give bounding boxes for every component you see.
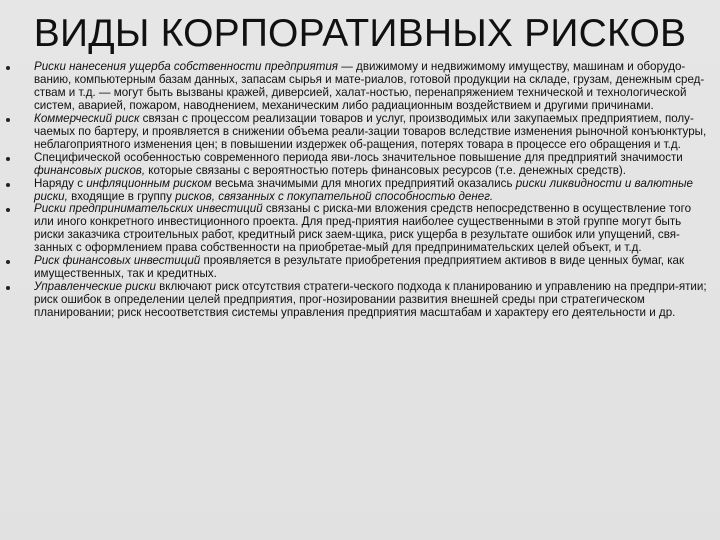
bullet-item — [34, 152, 712, 178]
bullet-text: Специфической особенностью современного периода яви-лось значительное повышение для предприятий значимости — [34, 150, 683, 164]
bullet-dot-icon — [6, 260, 10, 264]
bullet-text: весьма значимыми для многих предприятий оказались — [211, 176, 516, 190]
bullet-text: связан с процессом реализации товаров и услуг, производимых или закупаемых предприятием, полу-чаемых по бартеру, и проявляется в снижении объема реали-зации товаров вследствие изменения рыночной конъюнктуры, неблагоприятного изменения цен; в повышении издержек об-ращения, потерях товара в процессе его обращения и т.д. — [34, 111, 707, 151]
bullet-term: Риск финансовых инвестиций — [34, 254, 201, 268]
bullet-text: Наряду с — [34, 176, 87, 190]
bullet-item — [34, 113, 712, 152]
bullet-term: Управленческие риски — [34, 280, 156, 294]
bullet-dot-icon — [6, 183, 10, 187]
bullet-term: Коммерческий риск — [34, 111, 140, 125]
bullet-dot-icon — [6, 118, 10, 122]
bullet-text: которые связаны с вероятностью потерь финансовых ресурсов (т.е. денежных средств). — [145, 163, 627, 177]
bullet-item — [34, 255, 712, 281]
bullet-text: проявляется в результате приобретения предприятием активов в виде ценных бумаг, как имущественных, так и кредитных. — [34, 254, 685, 281]
bullet-term: Риски предпринимательских инвестиций — [34, 202, 263, 216]
bullet-term: рисков, связанных с покупательной способностью денег. — [175, 189, 494, 203]
bullet-term: финансовых рисков, — [34, 163, 146, 177]
bullet-term: риски ликвидности и валютные риски, — [34, 176, 693, 203]
bullet-dot-icon — [6, 208, 10, 212]
bullet-dot-icon — [6, 157, 10, 161]
bullet-dot-icon — [6, 286, 10, 290]
bullet-text: включают риск отсутствия стратеги-ческого подхода к планированию и управлению на предпри-ятии; риск ошибок в определении целей предприятия, прог-нозировании развития внешней среды при стратегическом планировании; риск несоответствия системы управления предприятия масштабам и характеру его деятельности и др. — [34, 280, 707, 320]
bullet-dot-icon — [6, 66, 10, 70]
bullet-term: инфляционным риском — [86, 176, 212, 190]
bullet-item — [34, 61, 712, 113]
bullet-item — [34, 203, 712, 255]
bullet-list — [34, 61, 712, 320]
bullet-item — [34, 178, 712, 204]
bullet-text: входящие в группу — [67, 189, 176, 203]
bullet-text: связаны с риска-ми вложения средств непосредственно в осуществление того или иного конкретного инвестиционного проекта. Для пред-приятия наиболее существенными в этой группе могут быть риски заказчика строительных работ, кредитный риск заем-щика, риск ущерба в результате ошибок или упущений, свя-занных с оформлением права собственности на приобретае-мый для предпринимательских целей объект, и т.д. — [34, 202, 692, 255]
bullet-item — [34, 281, 712, 320]
bullet-term: Риски нанесения ущерба собственности предприятия — [34, 60, 339, 73]
slide-title: ВИДЫ КОРПОРАТИВНЫХ РИСКОВ — [33, 12, 687, 55]
bullet-text: — движимому и недвижимому имуществу, машинам и оборудо-ванию, компьютерным базам данных, запасам сырья и мате-риалов, готовой продукции на складе, грузам, денежным сред-ствам и т.д. — могут быть вызваны кражей, диверсией, халат-ностью, перенапряжением технической и технологической систем, аварией, пожаром, наводнением, механическим либо радиационным воздействием и другими причинами. — [34, 60, 705, 112]
